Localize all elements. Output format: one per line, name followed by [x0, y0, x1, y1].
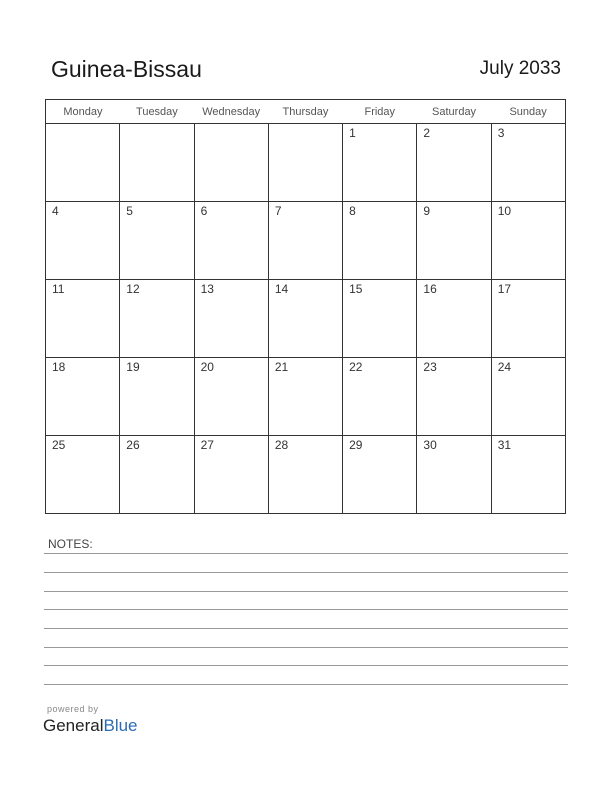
day-cell — [46, 280, 120, 358]
day-number: 9 — [423, 204, 431, 218]
day-number: 25 — [52, 438, 66, 452]
week-row — [46, 436, 566, 514]
day-number: 12 — [126, 282, 140, 296]
powered-by-text: powered by — [47, 704, 99, 714]
brand-general: General — [43, 716, 104, 735]
notes-label: NOTES: — [48, 537, 93, 551]
day-number: 3 — [497, 126, 505, 140]
day-cell — [120, 436, 194, 514]
day-number: 17 — [497, 282, 512, 296]
day-cell — [343, 358, 417, 436]
day-number: 10 — [497, 204, 512, 218]
day-number: 11 — [52, 282, 65, 296]
day-number: 14 — [274, 282, 289, 296]
day-number: 7 — [274, 204, 282, 218]
day-number — [120, 124, 193, 126]
day-cell — [268, 358, 342, 436]
day-cell — [417, 280, 491, 358]
day-cell — [46, 358, 120, 436]
day-number: 31 — [497, 438, 512, 452]
note-line — [44, 553, 568, 554]
day-number: 28 — [274, 438, 289, 452]
day-number — [46, 124, 119, 126]
day-number: 6 — [200, 204, 208, 218]
note-line — [44, 684, 568, 685]
day-number: 8 — [349, 204, 356, 218]
weekday-saturday: Saturday — [417, 100, 491, 124]
day-number: 2 — [423, 126, 431, 140]
day-number: 24 — [497, 360, 512, 374]
day-cell — [343, 436, 417, 514]
day-number — [269, 124, 342, 126]
note-line — [44, 591, 568, 592]
day-cell — [268, 202, 342, 280]
day-cell — [343, 202, 417, 280]
day-cell — [491, 280, 565, 358]
day-cell — [417, 202, 491, 280]
day-cell — [120, 280, 194, 358]
day-number: 4 — [52, 204, 59, 218]
note-line — [44, 572, 568, 573]
day-number: 27 — [200, 438, 214, 452]
day-cell — [491, 124, 565, 202]
note-line — [44, 609, 568, 610]
day-number: 18 — [52, 360, 66, 374]
day-cell — [120, 358, 194, 436]
week-row — [46, 280, 566, 358]
day-cell — [194, 202, 268, 280]
day-number: 22 — [349, 360, 363, 374]
brand-blue: Blue — [103, 716, 138, 735]
weekday-wednesday: Wednesday — [194, 100, 268, 124]
weekday-tuesday: Tuesday — [120, 100, 194, 124]
day-cell — [46, 436, 120, 514]
calendar-month-title: July 2033 — [479, 58, 561, 79]
calendar-grid — [45, 99, 566, 514]
week-row — [46, 358, 566, 436]
day-cell — [491, 202, 565, 280]
day-cell — [417, 436, 491, 514]
note-line — [44, 647, 568, 648]
day-cell — [194, 280, 268, 358]
weekday-thursday: Thursday — [268, 100, 342, 124]
weekday-header-row — [46, 100, 566, 124]
note-line — [44, 665, 568, 666]
day-number: 5 — [126, 204, 133, 218]
day-cell — [268, 436, 342, 514]
day-cell — [417, 358, 491, 436]
weekday-sunday: Sunday — [491, 100, 565, 124]
day-cell — [120, 124, 194, 202]
day-number: 30 — [423, 438, 437, 452]
day-number: 20 — [200, 360, 214, 374]
day-number: 29 — [349, 438, 363, 452]
weekday-monday: Monday — [46, 100, 120, 124]
day-cell — [343, 124, 417, 202]
day-cell — [491, 436, 565, 514]
day-cell — [343, 280, 417, 358]
day-number — [195, 124, 268, 126]
day-cell — [194, 124, 268, 202]
day-number: 15 — [349, 282, 363, 296]
day-cell — [46, 202, 120, 280]
day-cell — [46, 124, 120, 202]
weekday-friday: Friday — [343, 100, 417, 124]
day-cell — [120, 202, 194, 280]
day-cell — [491, 358, 565, 436]
generalblue-logo — [43, 716, 138, 736]
day-number: 21 — [274, 360, 289, 374]
day-number: 19 — [126, 360, 140, 374]
day-number: 16 — [423, 282, 437, 296]
calendar-country-title: Guinea-Bissau — [51, 56, 202, 82]
week-row — [46, 124, 566, 202]
day-cell — [194, 358, 268, 436]
day-cell — [268, 280, 342, 358]
note-line — [44, 628, 568, 629]
week-row — [46, 202, 566, 280]
day-number: 13 — [200, 282, 214, 296]
day-number: 1 — [349, 126, 356, 140]
day-number: 23 — [423, 360, 437, 374]
day-cell — [417, 124, 491, 202]
day-number: 26 — [126, 438, 140, 452]
day-cell — [268, 124, 342, 202]
day-cell — [194, 436, 268, 514]
